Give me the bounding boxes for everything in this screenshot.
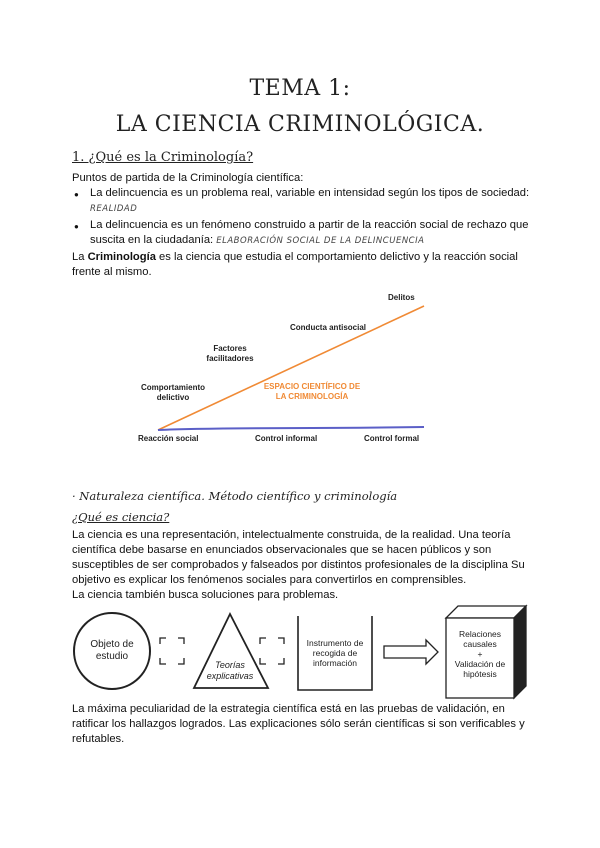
cube-label-2: + [477, 649, 483, 659]
cube-label-3: Validación de hipótesis [454, 659, 506, 679]
cube-label-1: Relaciones causales [458, 629, 502, 649]
circle-label: Objeto de estudio [90, 639, 134, 662]
rect-label: Instrumento de recogida de información [306, 638, 364, 668]
label-comportamiento: Comportamiento delictivo [141, 383, 205, 402]
triangle-label: Teorías explicativas [206, 660, 254, 681]
section2-heading: · Naturaleza científica. Método científico y criminología [72, 489, 398, 503]
cube-top [446, 606, 526, 618]
title-line-2: LA CIENCIA CRIMINOLÓGICA. [115, 112, 485, 137]
label-control-formal: Control formal [364, 434, 420, 443]
definition-bold: Criminología [87, 251, 156, 263]
section2-paragraph2: La ciencia también busca soluciones para problemas. [72, 589, 339, 601]
section2-paragraph: La ciencia es una representación, intelectualmente construida, de la realidad. Una teoría científica debe basarse en enunciados observacionales que se hacen públicos y son susceptibles de ser comprobados y falseados por distintos profesionales de la disciplina Su objetivo es explicar los fenómenos sociales para convertirlos en comprensibles. [72, 529, 525, 586]
section1-intro: Puntos de partida de la Criminología científica: [72, 172, 304, 184]
section1-heading: 1. ¿Qué es la Criminología? [72, 150, 254, 165]
label-reaccion: Reacción social [138, 434, 199, 443]
title-line-1: TEMA 1: [249, 76, 351, 101]
section3-paragraph: La máxima peculiaridad de la estrategia científica está en las pruebas de validación, en ratificar los hallazgos logrados. Las explicaciones sólo serán científicas si son verificables y refutables. [72, 703, 525, 745]
section2-subheading: ¿Qué es ciencia? [72, 510, 170, 524]
label-delitos: Delitos [388, 293, 415, 302]
definition-start: La [72, 251, 88, 263]
label-factores: Factores facilitadores [206, 344, 254, 363]
bullet-2-note: ELABORACIÓN SOCIAL DE LA DELINCUENCIA [216, 236, 425, 246]
definition-rest: es la ciencia que estudia el comportamiento delictivo y la reacción social frente al mismo. [72, 251, 518, 278]
label-espacio: ESPACIO CIENTÍFICO DE LA CRIMINOLOGÍA [263, 382, 361, 401]
cube-label [446, 629, 514, 679]
bullet-2-text: La delincuencia es un fenómeno construido a partir de la reacción social de rechazo que suscita en la ciudadanía: [90, 219, 529, 246]
bullet-1-note: REALIDAD [90, 204, 138, 214]
cube-side [514, 606, 526, 698]
bracket-icon-1 [160, 638, 184, 664]
label-conducta: Conducta antisocial [290, 323, 367, 332]
arrow-icon [384, 640, 438, 664]
bracket-icon-2 [260, 638, 284, 664]
label-control-informal: Control informal [255, 434, 318, 443]
bullet-1-text: La delincuencia es un problema real, variable en intensidad según los tipos de sociedad: [90, 187, 530, 199]
